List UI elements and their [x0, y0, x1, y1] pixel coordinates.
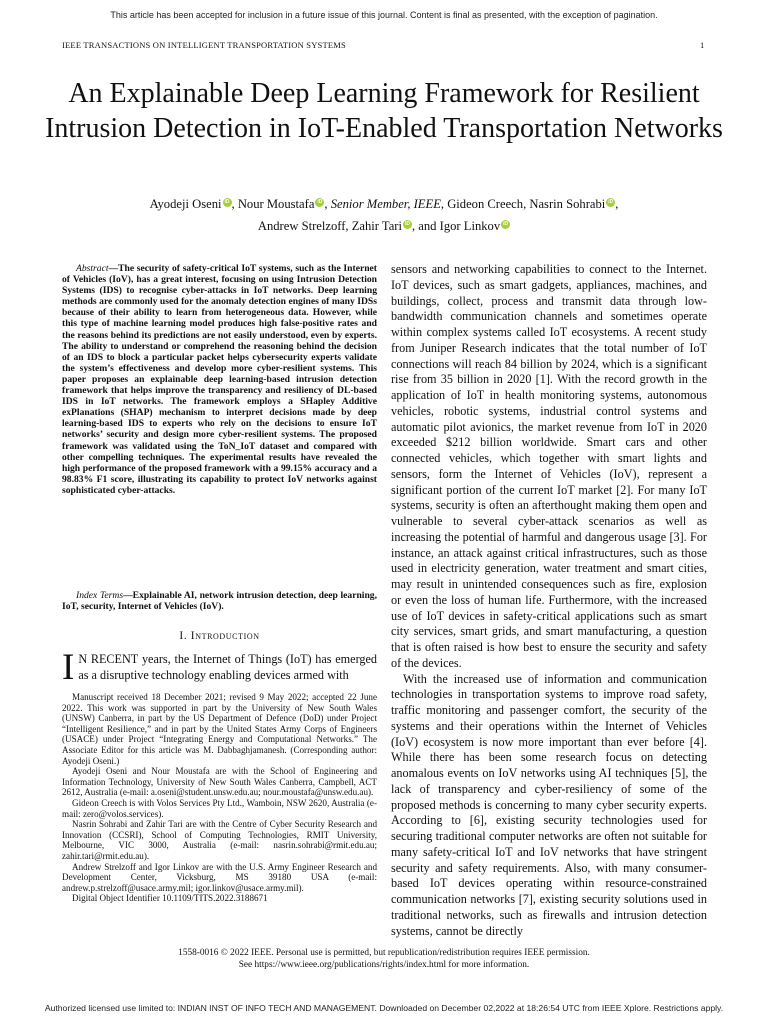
- paper-title: An Explainable Deep Learning Framework for Resilient Intrusion Detection in IoT-Enabled Transportation Networks: [45, 78, 723, 144]
- page-number: 1: [700, 40, 705, 50]
- orcid-icon[interactable]: iD: [224, 199, 230, 205]
- footnote-doi: Digital Object Identifier 10.1109/TITS.2022.3188671: [72, 893, 268, 904]
- journal-running-header: IEEE TRANSACTIONS ON INTELLIGENT TRANSPORTATION SYSTEMS: [62, 40, 346, 50]
- author-membership: Senior Member, IEEE: [330, 197, 441, 211]
- index-terms-text: —Explainable AI, network intrusion detection, deep learning, IoT, security, Internet of Vehicles (IoV).: [62, 590, 378, 613]
- acceptance-notice: This article has been accepted for inclusion in a future issue of this journal. Content is final as presented, with the exception of pagination.: [110, 10, 658, 20]
- rights-link[interactable]: See https://www.ieee.org/publications/rights/index.html for more information.: [238, 959, 530, 970]
- abstract: [62, 263, 377, 496]
- author-name: , Nour Moustafa: [231, 197, 315, 211]
- right-column-body: [391, 262, 707, 939]
- body-paragraph: With the increased use of information and communication technologies in transportation systems to improve road safety, traffic monitoring and passenger comfort, the security of the systems and their operations within the Internet of Vehicles (IoV) ecosystem is now more important than ever before [4]. While there has been some research focus on detecting anomalous events on IoV networks using AI techniques [5], the lack of transparency and cyber-resiliency of some of the proposed methods is concerning to many cyber security experts. According to [6], existing security technologies used for securing traditional computer networks are often not suitable for many safety-critical IoT and IoV networks that have stringent security and safety requirements. Also, with many consumer-based IoT devices operating within resource-constrained communication networks [7], existing security solutions used in traditional networks, such as firewalls and intrusion detection systems, cannot be directly: [391, 671, 707, 938]
- footnotes: [62, 692, 377, 904]
- author-separator: ,: [324, 197, 331, 211]
- author-separator: ,: [615, 197, 619, 211]
- footnote-affiliation: Gideon Creech is with Volos Services Pty Ltd., Wamboin, NSW 2620, Australia (e-mail: zero@volos.services).: [62, 797, 377, 819]
- abstract-text: —The security of safety-critical IoT systems, such as the Internet of Vehicles (IoV), has a great interest, focusing on using Intrusion Detection Systems (IDS) to recognise cyber-attacks in IoT networks. Deep learning methods are commonly used for the anomaly detection engines of many IDSs because of their ability to learn from heterogeneous data. However, while this type of machine learning model produces high false-positive rates and the reasons behind its predictions are not easily understood, even by experts. The ability to understand or comprehend the reasoning behind the decision of an IDS to block a particular packet helps cybersecurity experts validate the system’s effectiveness and develop more cyber-resilient systems. This paper proposes an explainable deep learning-based intrusion detection framework that helps improve the transparency and resiliency of DL-based IDS in IoT networks. The framework employs a SHapley Additive exPlanations (SHAP) mechanism to interpret decisions made by deep learning-based IDS to experts who rely on the decisions to ensure IoT networks’ security and design more cyber-resilient systems. The proposed framework was validated using the ToN_IoT dataset and compared with other compelling techniques. The experimental results have revealed the high performance of the proposed framework with a 99.15% accuracy and a 98.83% F1 score, illustrating its capability to protect IoV networks against sophisticated cyber-attacks.: [62, 263, 377, 496]
- author-name: , Gideon Creech, Nasrin Sohrabi: [440, 197, 606, 211]
- footnote-affiliation: Nasrin Sohrabi and Zahir Tari are with the Centre of Cyber Security Research and Innovation (CCSRI), School of Computing Technologies, RMIT University, Melbourne, VIC 3000, Australia (e-mail: nasrin.sohrabi@rmit.edu.au; zahir.tari@rmit.edu.au).: [62, 819, 377, 861]
- orcid-icon[interactable]: iD: [608, 199, 614, 205]
- drop-cap: I: [62, 647, 75, 688]
- intro-text: years, the Internet of Things (IoT) has emerged as a disruptive technology enabling devices armed with: [78, 652, 377, 682]
- orcid-icon[interactable]: iD: [405, 221, 410, 227]
- section-heading: [62, 630, 377, 642]
- footnote-affiliation: Andrew Strelzoff and Igor Linkov are with the U.S. Army Engineer Research and Development Center, Vicksburg, MS 39180 USA (e-mail: andrew.p.strelzoff@usace.army.mil; igor.linkov@usace.army.mil).: [62, 861, 377, 893]
- copyright-line: 1558-0016 © 2022 IEEE. Personal use is permitted, but republication/redistribution requires IEEE permission.: [178, 948, 590, 958]
- author-name: Andrew Strelzoff, Zahir Tari: [257, 219, 402, 233]
- orcid-icon[interactable]: iD: [317, 199, 323, 205]
- license-notice: Authorized licensed use limited to: INDIAN INST OF INFO TECH AND MANAGEMENT. Downloaded on December 02,2022 at 18:26:54 UTC from IEEE Xplore. Restrictions apply.: [44, 1003, 724, 1013]
- abstract-label: Abstract: [76, 263, 109, 274]
- copyright-notice: [90, 948, 678, 971]
- index-terms-label: Index Terms: [76, 590, 124, 601]
- author-name: Ayodeji Oseni: [149, 197, 222, 211]
- body-paragraph: sensors and networking capabilities to connect to the Internet. IoT devices, such as smart gadgets, appliances, machines, and buildings, collect, process and transmit data through low-bandwidth communication channels and sometimes operate within complex systems called IoT ecosystems. A recent study from Juniper Research indicates that the total number of IoT connections will reach 84 billion by 2024, which is a significant rise from 35 billion in 2020 [1]. With the record growth in the application of IoT in health monitoring systems, autonomous vehicles, robotic systems, industrial control systems and automatic pilot avionics, the market revenue from IoT in 2020 exceeded $212 billion worldwide. Smart cars and other connected vehicles, which together with smart lights and sensors, form the Internet of Vehicles (IoV), represent a significant portion of the current IoT market [2]. For many IoT systems, security is often an afterthought making them open and vulnerable to several cyber-attack scenarios as well as increasing the potential of harmful and dangerous usage [3]. For instance, an attack against critical infrastructures, such as those used in electricity generation, water treatment and smart cities, may result in unintended consequences such as fire, explosion or even the loss of human life. Furthermore, with the increased use of IoT devices in safety-critical applications such as smart city services, smart grids, and smart manufacturing, a question that is often raised is how best to ensure the security and safety of the devices.: [391, 262, 707, 670]
- index-terms: [62, 590, 377, 612]
- footnote-affiliation: Ayodeji Oseni and Nour Moustafa are with the School of Engineering and Information Technology, University of New South Wales Canberra, Campbell, ACT 2612, Australia (e-mail: a.oseni@student.unsw.edu.au; nour.moustafa@unsw.edu.au).: [62, 766, 377, 798]
- intro-paragraph: [62, 647, 377, 688]
- intro-small-caps: N RECENT: [78, 652, 139, 666]
- footnote-manuscript: Manuscript received 18 December 2021; revised 9 May 2022; accepted 22 June 2022. This work was supported in part by the University of New South Wales (UNSW) Canberra, in part by the US Department of Defence (DoD) under Project “Intelligent Resilience,” and in part by the United States Army Corps of Engineers (USACE) under Project “Integrating Energy and Computational Networks.” The Associate Editor for this article was M. Dabbaghjamanesh. (Corresponding author: Ayodeji Oseni.): [62, 692, 377, 766]
- author-list: [60, 193, 708, 237]
- orcid-icon[interactable]: iD: [503, 221, 509, 227]
- section-title: Introduction: [190, 630, 260, 642]
- author-name: , and Igor Linkov: [412, 219, 501, 233]
- section-number: I.: [179, 630, 191, 642]
